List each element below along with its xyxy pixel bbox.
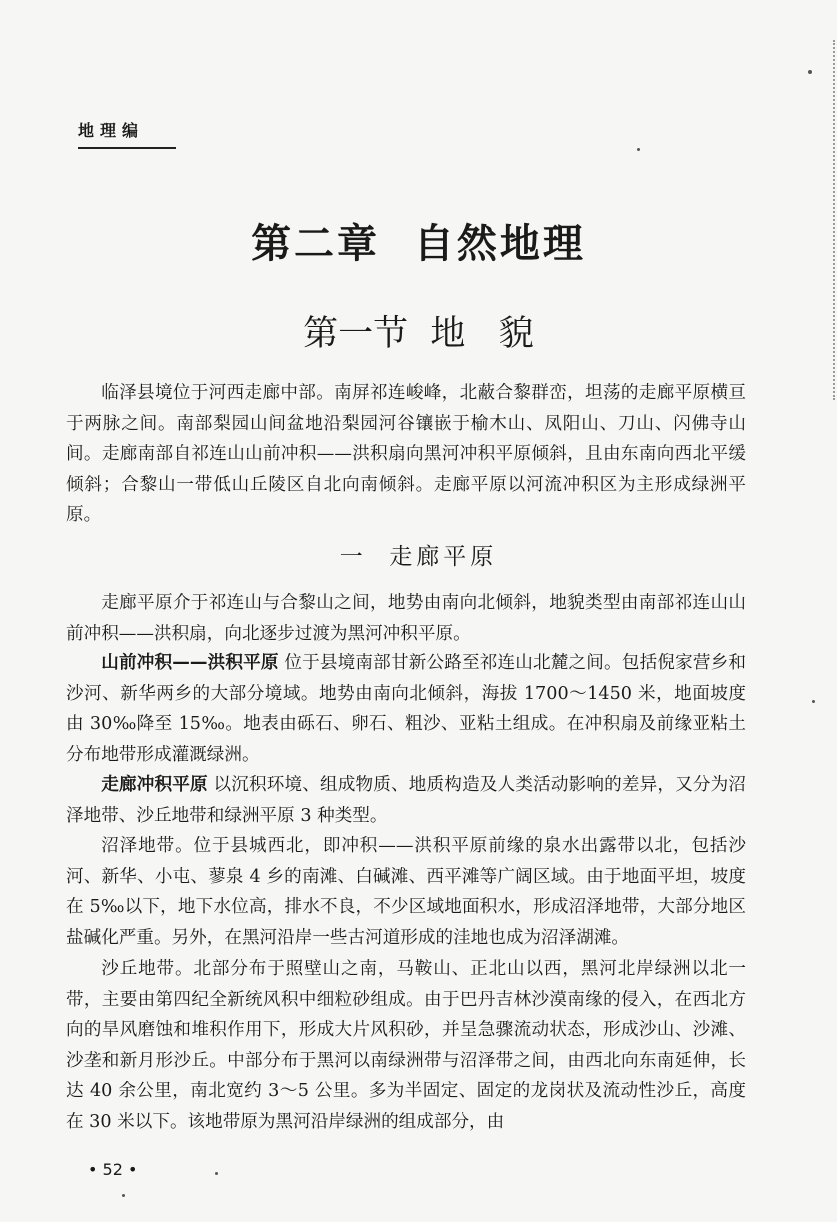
term-heading: 山前冲积——洪积平原 [101, 653, 279, 673]
scan-speck [637, 148, 640, 151]
scan-speck [812, 700, 815, 703]
paragraph-text: 沙丘地带。北部分布于照壁山之南，马鞍山、正北山以西，黑河北岸绿洲以北一带，主要由第四纪全新统风积中细粒砂组成。由于巴丹吉林沙漠南缘的侵入，在西北方向的旱风磨蚀和堆积作用下，形成大片风积砂，并呈急骤流动状态，形成沙山、沙滩、沙垄和新月形沙丘。中部分布于黑河以南绿洲带与沼泽带之间，由西北向东南延伸，长达 40 余公里，南北宽约 3～5 公里。多为半固定、固定的龙岗状及流动性沙丘，高度在 30 米以下。该地带原为黑河沿岸绿洲的组成部分，由 [66, 959, 746, 1132]
term-heading: 走廊冲积平原 [101, 775, 208, 795]
paragraph-dune-zone [66, 954, 746, 1137]
paragraph-swamp-zone [66, 831, 746, 953]
paragraph-text: 沼泽地带。位于县城西北，即冲积——洪积平原前缘的泉水出露带以北，包括沙河、新华、小屯、蓼泉 4 乡的南滩、白碱滩、西平滩等广阔区域。由于地面平坦，坡度在 5‰以下，地下水位高，排水不良，不少区域地面积水，形成沼泽地带，大部分地区盐碱化严重。另外，在黑河沿岸一些古河道形成的洼地也成为沼泽湖滩。 [66, 836, 746, 948]
paragraph-piedmont-plain [66, 648, 746, 770]
paragraph-text: 位于县境南部甘新公路至祁连山北麓之间。包括倪家营乡和沙河、新华两乡的大部分境域。地势由南向北倾斜，海拔 1700～1450 米，地面坡度由 30‰降至 15‰。地表由砾石、卵石、粗沙、亚粘土组成。在冲积扇及前缘亚粘土分布地带形成灌溉绿洲。 [66, 653, 746, 765]
paragraph-alluvial-plain [66, 770, 746, 831]
intro-paragraph: 临泽县境位于河西走廊中部。南屏祁连峻峰，北蔽合黎群峦，坦荡的走廊平原横亘于两脉之间。南部梨园山间盆地沿梨园河谷镶嵌于榆木山、凤阳山、刀山、闪佛寺山间。走廊南部自祁连山山前冲积——洪积扇向黑河冲积平原倾斜，且由东南向西北平缓倾斜；合黎山一带低山丘陵区自北向南倾斜。走廊平原以河流冲积区为主形成绿洲平原。 [66, 383, 746, 525]
scan-speck [808, 70, 812, 74]
running-header: 地理编 [78, 118, 176, 149]
scan-edge-mark [825, 40, 835, 400]
paragraph-corridor-plain [66, 588, 746, 649]
scan-speck [122, 1194, 125, 1197]
paragraph-text: 以沉积环境、组成物质、地质构造及人类活动影响的差异，又分为沼泽地带、沙丘地带和绿洲平原 3 种类型。 [66, 775, 746, 826]
subsection-title: 一 走廊平原 [339, 544, 498, 570]
chapter-title: 第二章 自然地理 [251, 220, 586, 267]
scan-speck [215, 1172, 218, 1175]
page-number: • 52 • [88, 1160, 138, 1179]
section-title: 第一节 地 貌 [303, 314, 534, 354]
paragraph-text: 走廊平原介于祁连山与合黎山之间，地势由南向北倾斜，地貌类型由南部祁连山山前冲积——洪积扇，向北逐步过渡为黑河冲积平原。 [66, 593, 746, 644]
